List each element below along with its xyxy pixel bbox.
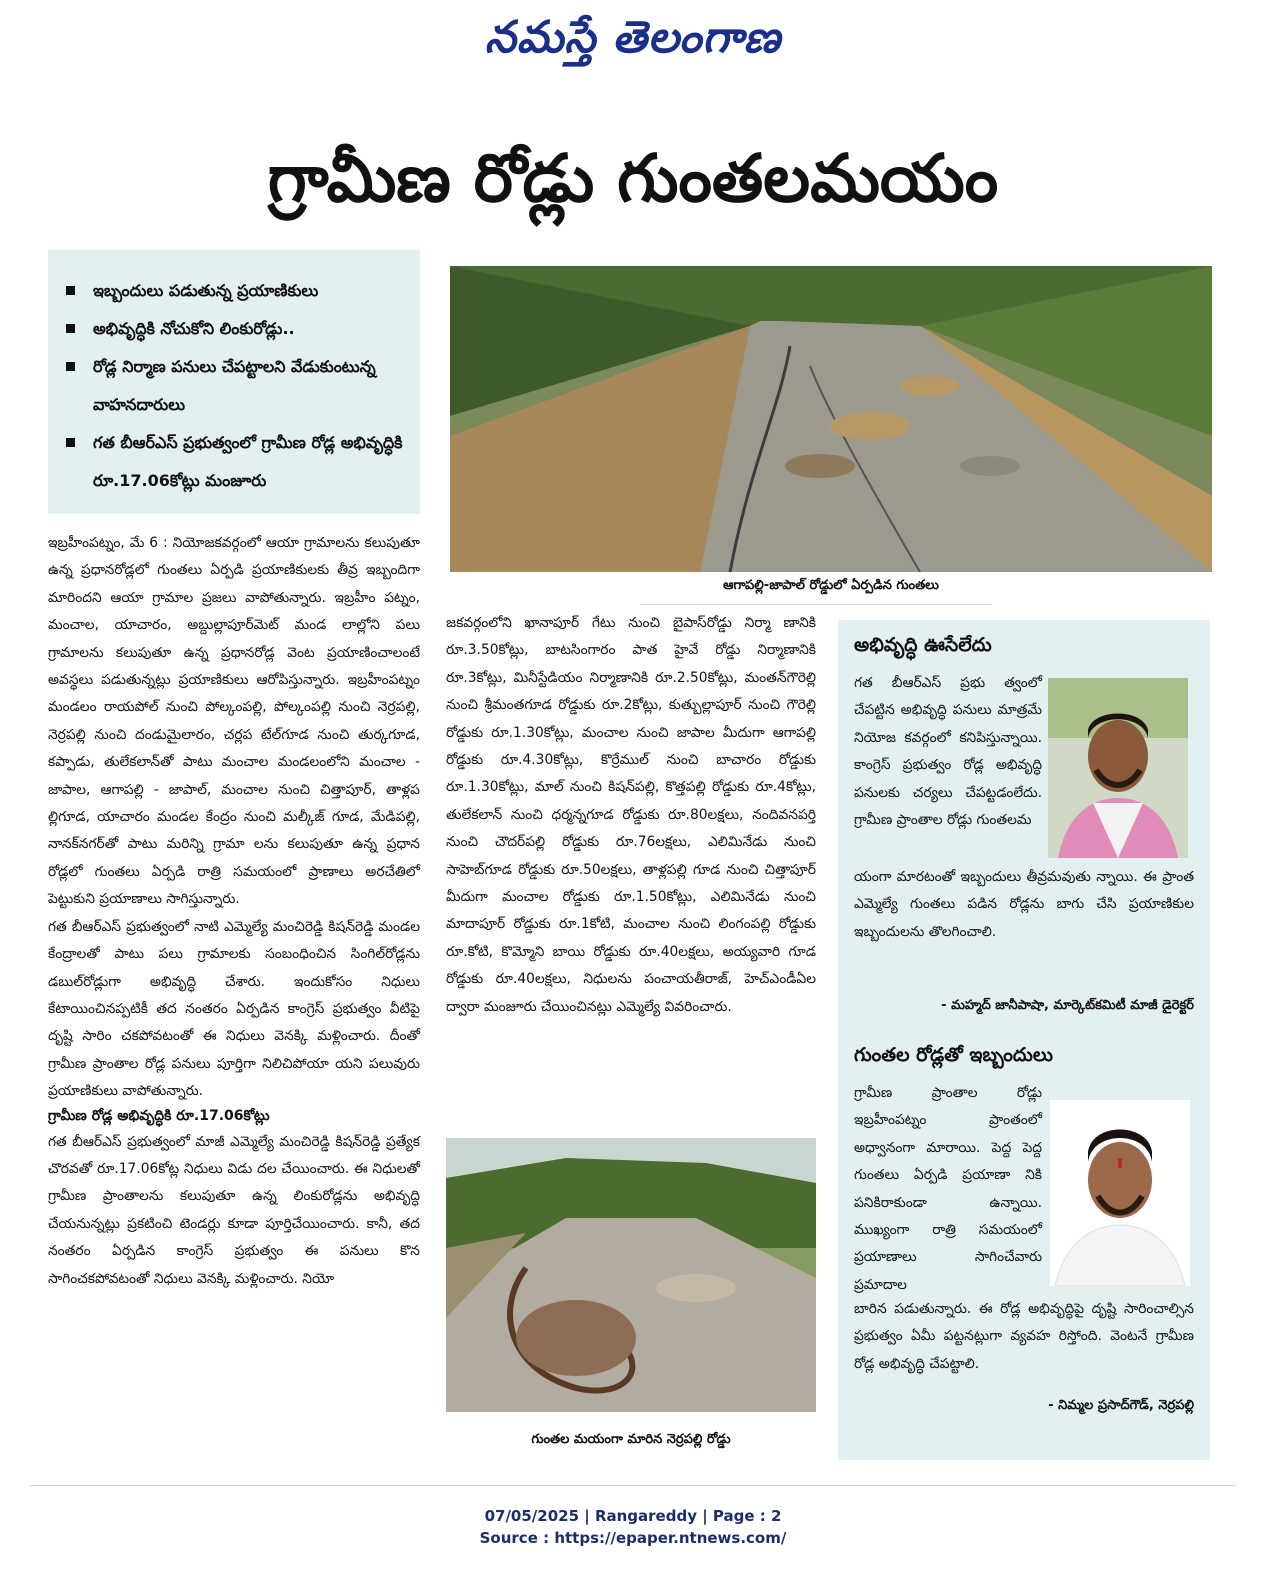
footer-source-link[interactable]: Source : https://epaper.ntnews.com/: [479, 1529, 787, 1547]
article-headline: గ్రామీణ రోడ్లు గుంతలమయం: [267, 140, 999, 217]
highlight-text: ఇబ్బందులు పడుతున్న ప్రయాణికులు: [93, 281, 319, 300]
article-paragraph: గత బీఆర్ఎస్ ప్రభుత్వంలో మాజీ ఎమ్మెల్యే మంచిరెడ్డి కిషన్‌రెడ్డి ప్రత్యేక చొరవతో రూ.17.06కోట్ల నిధులు విడు దల చేయించారు. ఈ నిధులతో గ్రామీణ ప్రాంతాలను కలుపుతూ ఉన్న లింకురోడ్లను అభివృద్ధి చేయనున్నట్లు ప్రకటించి టెండర్లు కూడా పూర్తిచేయించారు. కానీ, తద నంతరం ఏర్పడిన కాంగ్రెస్ ప్రభుత్వం ఈ పనులు కొన సాగించకపోవటంతో నిధులు వెనక్కి మళ్లించారు. నియో: [48, 1133, 420, 1287]
person-photo-illustration: [1048, 678, 1188, 858]
highlight-item: [66, 310, 410, 348]
opinion-box: [838, 620, 1210, 1460]
person-photo-illustration: [1050, 1100, 1190, 1286]
article-paragraph: ఇబ్రహీంపట్నం, మే 6 : నియోజకవర్గంలో ఆయా గ్రామాలను కలుపుతూ ఉన్న ప్రధానరోడ్లలో గుంతలు ఏర్పడి ప్రయాణికులకు తీవ్ర ఇబ్బందిగా మారిందని ఆయా గ్రామాల ప్రజలు వాపోతున్నారు. ఇబ్రహీం పట్నం, మంచాల, యాచారం, అబ్దుల్లాపూర్‌మెట్ మండ లాల్లోని పలు గ్రామాలను కలుపుతూ ఉన్న ప్రధానరోడ్ల వెంట ప్రయాణించాలంటే అవస్థలు పడుతున్నట్లు ప్రయాణికులు ఆరోపిస్తున్నారు. ఇబ్రహీంపట్నం మండలం రాయపోల్ నుంచి పోల్కంపల్లి, పోల్కంపల్లి నుంచి నెర్రపల్లి, నెర్రపల్లి నుంచి దండుమైలారం, చర్లప టేల్‌గూడ నుంచి తుర్కగూడ, కప్పాడు, తులేకలాన్‌తో పాటు మంచాల మండలంలోని మంచాల - జాపాల, ఆగాపల్లి - జాపాల్, మంచాల నుంచి చిత్తాపూర్, తాళ్లప ల్లిగూడ, యాచారం మండల కేంద్రం నుంచి మల్కీజ్ గూడ, మేడిపల్లి, నానక్‌నగర్‌తో పాటు మరిన్ని గ్రామా లను కలుపుతూ ఉన్న ప్రధాన రోడ్లలో గుంతలు ఏర్పడి రాత్రి సమయంలో ప్రాణాలు అరచేతిలో పెట్టుకుని ప్రయాణాలు సాగిస్తున్నారు.: [48, 535, 420, 908]
caption-divider: [640, 604, 992, 605]
highlight-item: [66, 348, 410, 424]
footer-date-edition: 07/05/2025 | Rangareddy | Page : 2: [484, 1507, 782, 1525]
road-photo-illustration: [446, 1138, 816, 1412]
article-paragraph: గత బీఆర్ఎస్ ప్రభుత్వంలో నాటి ఎమ్మెల్యే మంచిరెడ్డి కిషన్‌రెడ్డి మండల కేంద్రాలతో పాటు పలు గ్రామాలకు సంబంధించిన సింగిల్‌రోడ్లను డబుల్‌రోడ్లుగా అభివృద్ధి చేశారు. ఇందుకోసం నిధులు కేటాయించినప్పటికీ తద నంతరం ఏర్పడిన కాంగ్రెస్ ప్రభుత్వం వీటిపై దృష్టి సారిం చకపోవటంతో ఈ నిధులు వెనక్కి మళ్లించారు. దీంతో గ్రామీణ ప్రాంతాల రోడ్ల పనులు పూర్తిగా నిలిచిపోయా యని పలువురు ప్రయాణికులు వాపోతున్నారు.: [48, 918, 420, 1100]
highlight-item: [66, 424, 410, 500]
article-column-2: [446, 610, 816, 1021]
opinion-heading: గుంతల రోడ్లతో ఇబ్బందులు: [854, 1044, 1053, 1066]
page-footer: [0, 1505, 1266, 1549]
article-subheading: గ్రామీణ రోడ్ల అభివృద్ధికి రూ.17.06కోట్లు: [48, 1107, 270, 1124]
highlight-text: అభివృద్ధికి నోచుకోని లింకురోడ్లు..: [93, 319, 295, 338]
road-photo-illustration: [450, 266, 1212, 572]
photo-caption: గుంతల మయంగా మారిన నెర్రపల్లి రోడ్డు: [531, 1432, 731, 1447]
bullet-icon: [66, 286, 75, 295]
opinion-text: బారిన పడుతున్నారు. ఈ రోడ్ల అభివృద్ధిపై దృష్టి సారించాల్సిన ప్రభుత్వం ఏమీ పట్టనట్లుగా వ్యవహ రిస్తోంది. వెంటనే గ్రామీణ రోడ్ల అభివృద్ధి చేపట్టాలి.: [854, 1301, 1194, 1372]
highlight-item: [66, 272, 410, 310]
footer-divider: [30, 1485, 1236, 1486]
opinion-signature: - మహ్మద్ జానీపాషా, మార్కెట్‌కమిటీ మాజీ డైరెక్టర్: [941, 998, 1194, 1013]
opinion-text: యంగా మారటంతో ఇబ్బందులు తీవ్రమవుతు న్నాయి. ఈ ప్రాంత ఎమ్మెల్యే గుంతలు పడిన రోడ్లను బాగు చేసి ప్రయాణికుల ఇబ్బందులను తొలగించాలి.: [854, 869, 1194, 940]
opinion-text: గ్రామీణ ప్రాంతాల రోడ్లు ఇబ్రహీంపట్నం ప్రాంతంలో అధ్వానంగా మారాయి. పెద్ద పెద్ద గుంతలు ఏర్పడి ప్రయాణా నికి పనికిరాకుండా ఉన్నాయి. ముఖ్యంగా రాత్రి సమయంలో ప్రయాణాలు సాగించేవారు ప్రమాదాల: [854, 1085, 1042, 1293]
portrait-photo: [1050, 1100, 1190, 1286]
portrait-photo: [1048, 678, 1188, 858]
opinion-heading: అభివృద్ధి ఊసేలేదు: [854, 634, 992, 656]
road-photo-agapalli: [450, 266, 1212, 572]
opinion-signature: - నిమ్మల ప్రసాద్‌గౌడ్, నెర్రపల్లి: [1048, 1398, 1194, 1413]
bullet-icon: [66, 438, 75, 447]
highlights-box: [48, 250, 420, 514]
article-paragraph: జకవర్గంలోని ఖానాపూర్ గేటు నుంచి బైపాస్‌రోడ్డు నిర్మా ణానికి రూ.3.50కోట్లు, బాటసింగారం పాత హైవే రోడ్డు నిర్మాణానికి రూ.3కోట్లు, మినీస్టేడియం నిర్మాణానికి రూ.2.50కోట్లు, మంతన్‌గౌరెల్లి నుంచి శ్రీమంతగూడ రోడ్డుకు రూ.2కోట్లు, కుత్బుల్లాపూర్ నుంచి గౌరెల్లి రోడ్డుకు రూ.1.30కోట్లు, మంచాల నుంచి జాపాల మీదుగా ఆగాపల్లి రోడ్డుకు రూ.4.30కోట్లు, కొర్రేముల్ నుంచి బాచారం రోడ్డుకు రూ.1.30కోట్లు, మాల్ నుంచి కిషన్‌పల్లి, కొత్తపల్లి రోడ్డుకు రూ.4కోట్లు, తులేకలాన్ నుంచి ధర్మన్నగూడ రోడ్డుకు రూ.80లక్షలు, నందివనపర్తి నుంచి చౌదర్‌పల్లి రోడ్డుకు రూ.76లక్షలు, ఎలిమినేడు నుంచి సాహెబ్‌గూడ రోడ్డుకు రూ.50లక్షలు, తాళ్లపల్లి గూడ నుంచి చిత్తాపూర్ మీదుగా మంచాల రోడ్డుకు రూ.1.50కోట్లు, ఎలిమినేడు నుంచి మాదాపూర్ రోడ్డుకు రూ.1కోటి, మంచాల నుంచి లింగంపల్లి రోడ్డుకు రూ.కోటి, కొమ్మోని బాయి రోడ్డుకు రూ.40లక్షలు, అయ్యవారి గూడ రోడ్డుకు రూ.40లక్షలు, నిధులను పంచాయతీరాజ్, హెచ్ఎండీఏల ద్వారా మంజూరు చేయించినట్లు ఎమ్మెల్యే వివరించారు.: [446, 615, 816, 1015]
road-photo-nerrapalli: [446, 1138, 816, 1412]
photo-caption: ఆగాపల్లి-జాపాల్ రోడ్డులో ఏర్పడిన గుంతలు: [723, 578, 939, 593]
opinion-text: గత బీఆర్ఎస్ ప్రభు త్వంలో చేపట్టిన అభివృద్ధి పనులు మాత్రమే నియోజ కవర్గంలో కనిపిస్తున్నాయి. కాంగ్రెస్ ప్రభుత్వం రోడ్ల అభివృద్ధి పనులకు చర్యలు చేపట్టడంలేదు. గ్రామీణ ప్రాంతాల రోడ్లు గుంతలమ: [854, 675, 1042, 829]
bullet-icon: [66, 324, 75, 333]
highlight-text: రోడ్ల నిర్మాణ పనులు చేపట్టాలని వేడుకుంటున్న వాహనదారులు: [93, 357, 376, 414]
bullet-icon: [66, 362, 75, 371]
newspaper-masthead: నమస్తే తెలంగాణ: [484, 12, 782, 63]
article-column-1: [48, 530, 420, 1293]
highlight-text: గత బీఆర్ఎస్ ప్రభుత్వంలో గ్రామీణ రోడ్ల అభివృద్ధికి రూ.17.06కోట్లు మంజూరు: [93, 433, 403, 490]
